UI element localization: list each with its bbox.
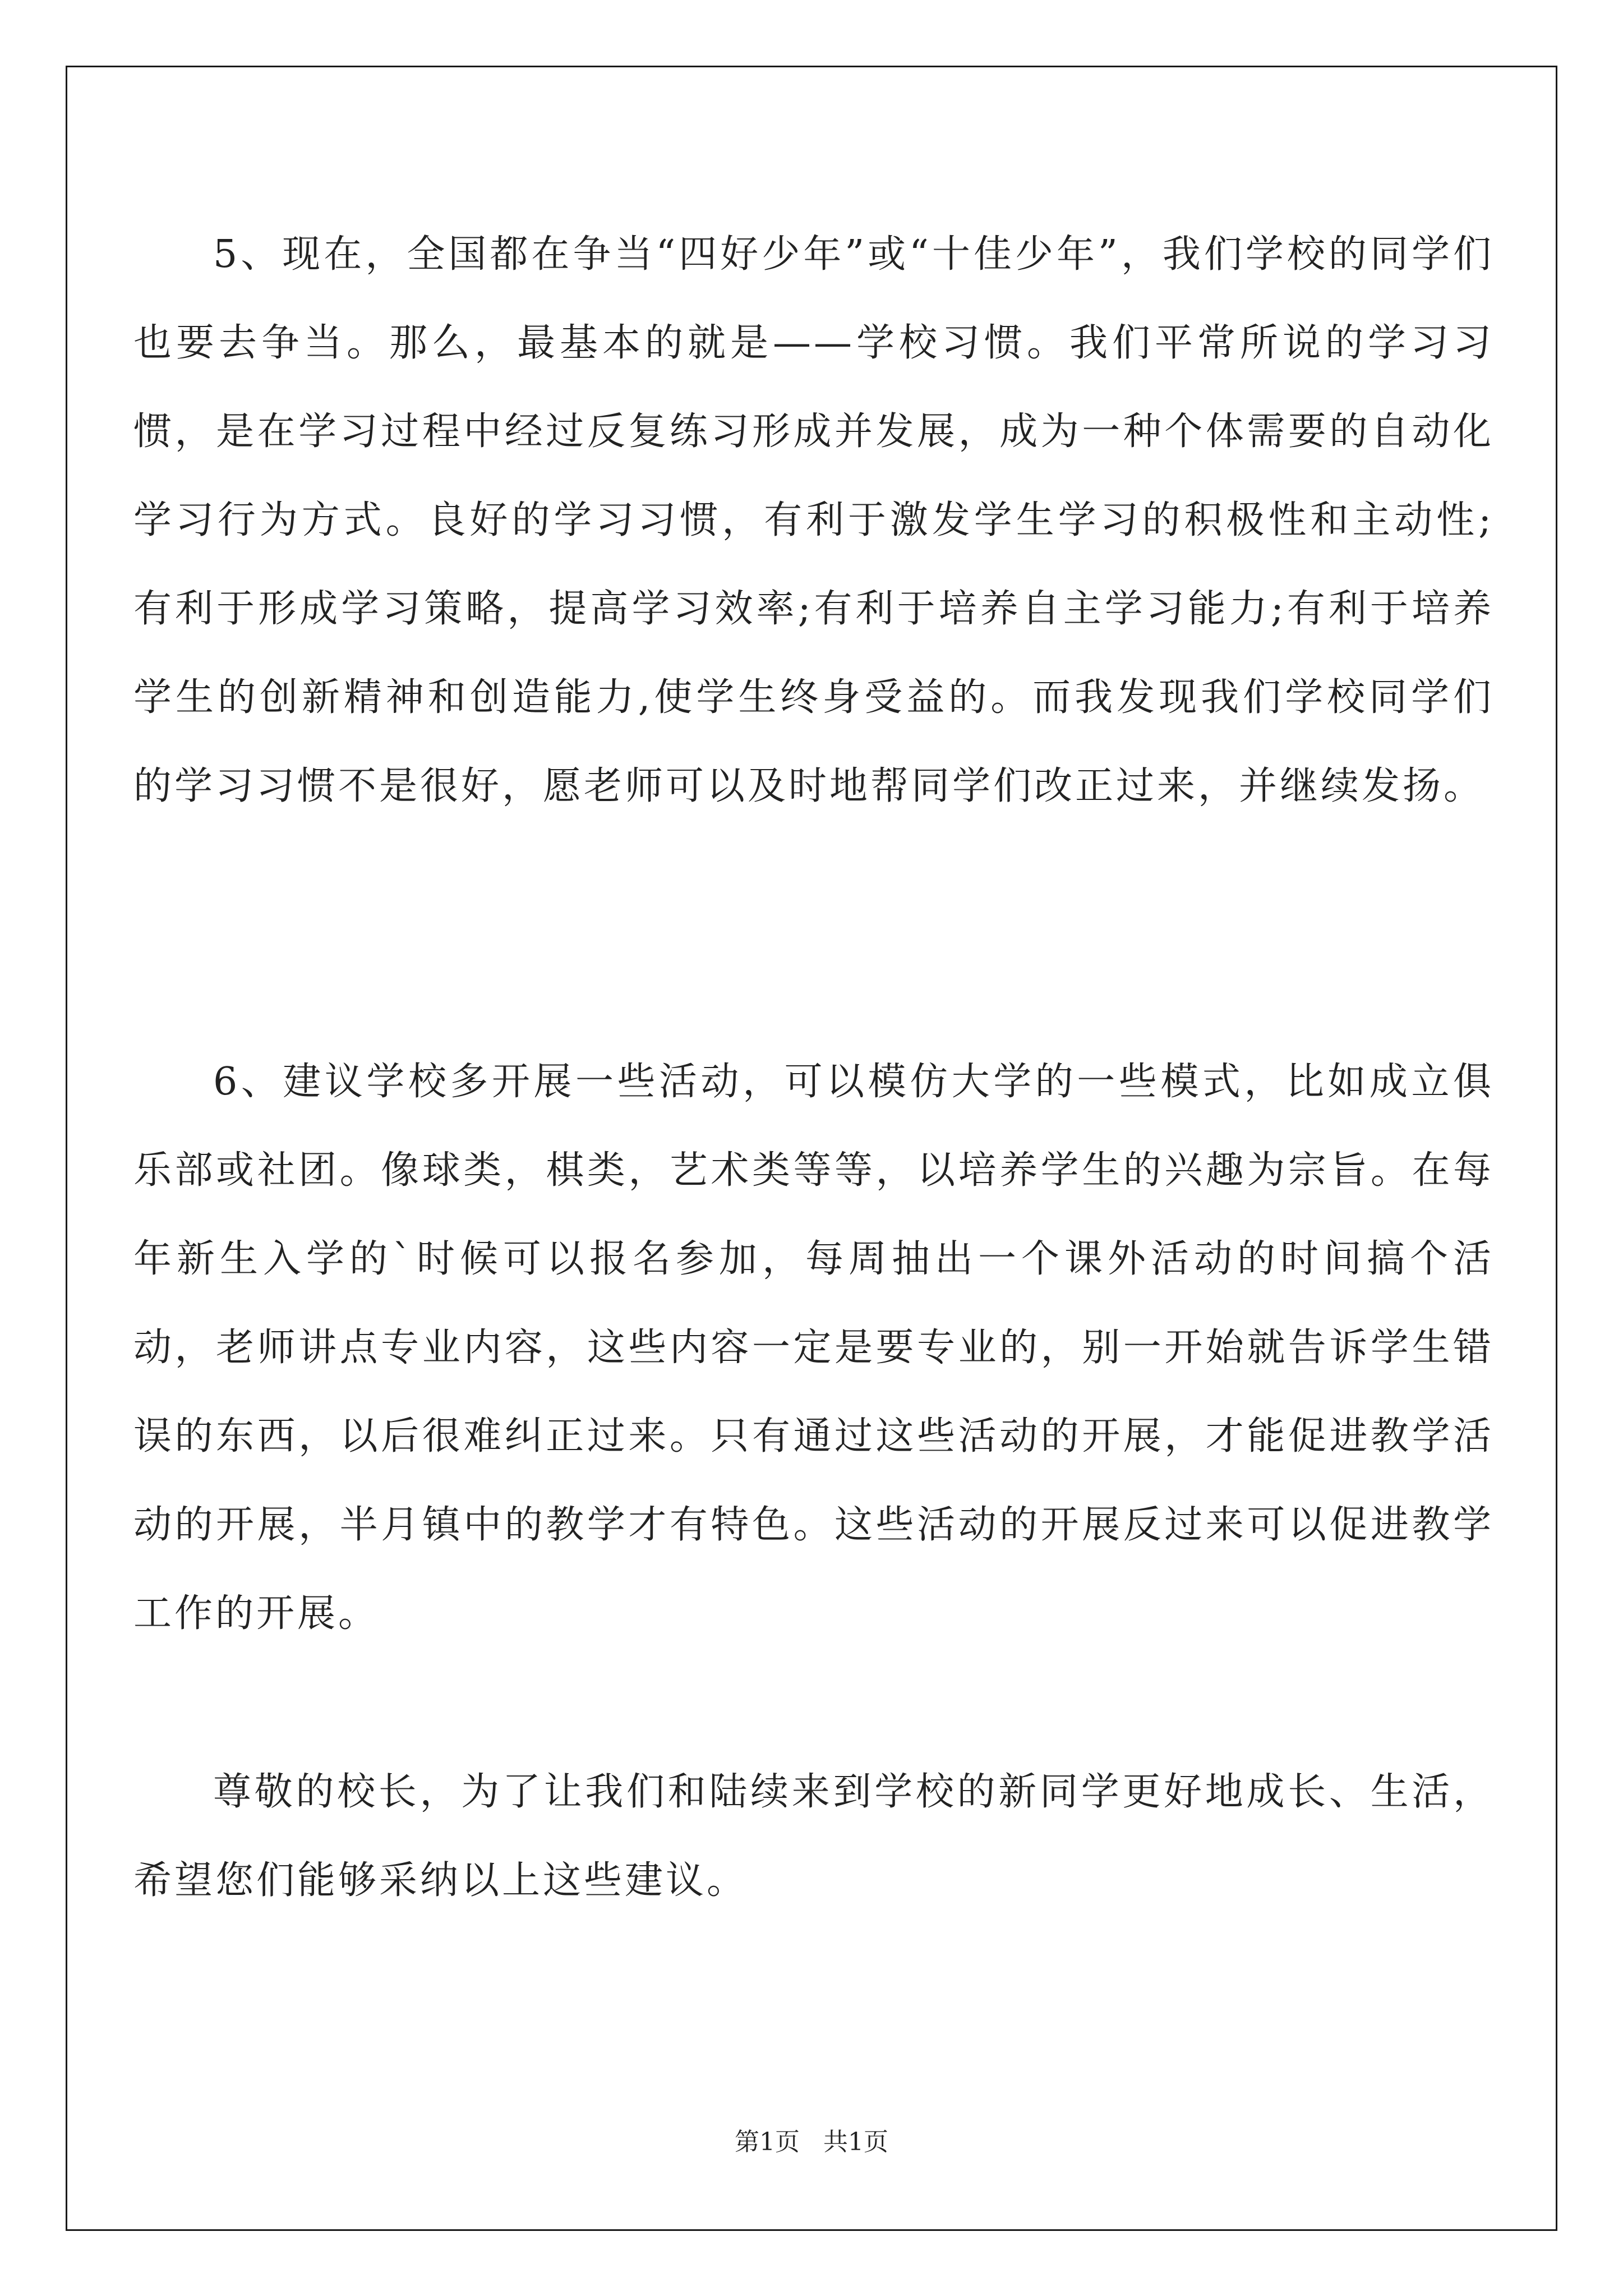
paragraph-closing: 尊敬的校长，为了让我们和陆续来到学校的新同学更好地成长、生活，希望您们能够采纳以上这些建议。	[133, 1770, 1494, 1903]
page-number-label: 第1页 共1页	[735, 2128, 888, 2156]
paragraph-5-study-habits: 5、现在，全国都在争当“四好少年”或“十佳少年”，我们学校的同学们也要去争当。那么，最基本的就是——学校习惯。我们平常所说的学习习惯，是在学习过程中经过反复练习形成并发展，成为一种个体需要的自动化学习行为方式。良好的学习习惯，有利于激发学生学习的积极性和主动性;有利于形成学习策略，提高学习效率;有利于培养自主学习能力;有利于培养学生的创新精神和创造能力,使学生终身受益的。而我发现我们学校同学们的学习习惯不是很好，愿老师可以及时地帮同学们改正过来，并继续发扬。	[133, 232, 1494, 808]
paragraph-6-activities: 6、建议学校多开展一些活动，可以模仿大学的一些模式，比如成立俱乐部或社团。像球类，棋类，艺术类等等，以培养学生的兴趣为宗旨。在每年新生入学的`时候可以报名参加，每周抽出一个课外活动的时间搞个活动，老师讲点专业内容，这些内容一定是要专业的，别一开始就告诉学生错误的东西，以后很难纠正过来。只有通过这些活动的开展，才能促进教学活动的开展，半月镇中的教学才有特色。这些活动的开展反过来可以促进教学工作的开展。	[133, 1060, 1494, 1636]
page-footer	[0, 2122, 1623, 2157]
